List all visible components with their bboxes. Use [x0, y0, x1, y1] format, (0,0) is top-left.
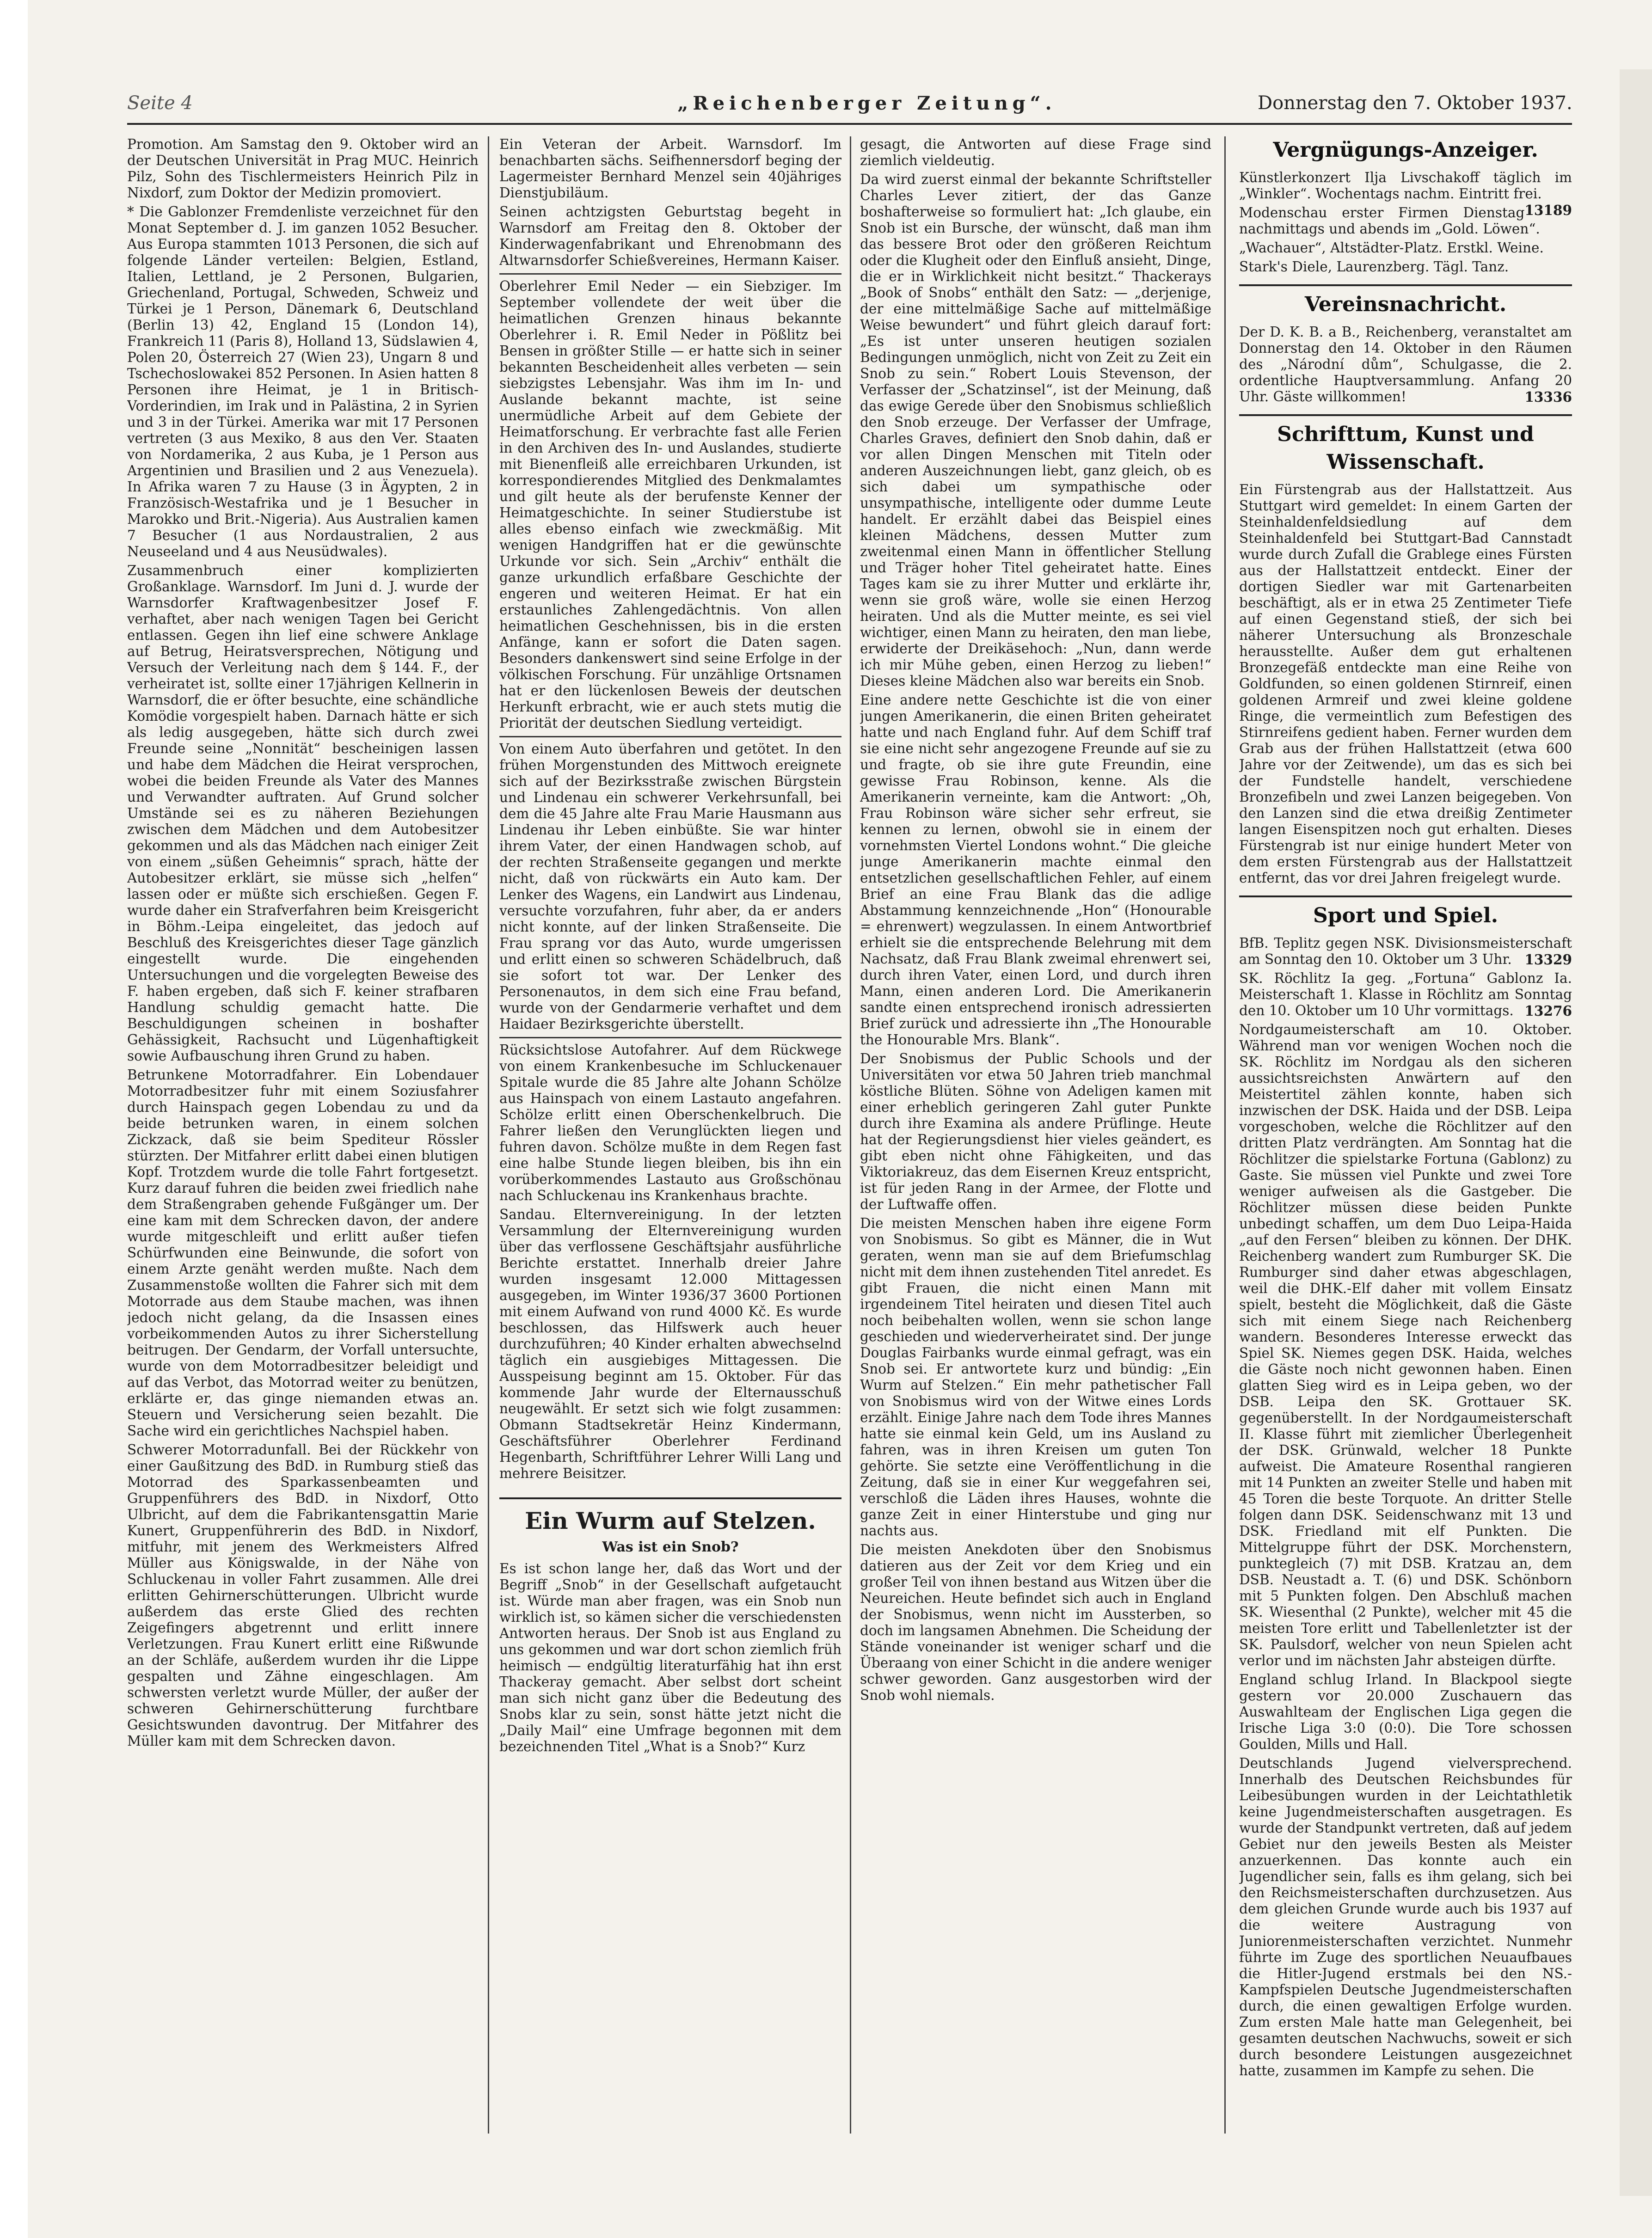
- sport-nordgau: Nordgaumeisterschaft am 10. Oktober. Während man vor wenigen Wochen noch die SK. Röchlitz im Nordgau als den sicheren aussichtsreichsten Anwärtern auf den Meistertitel zählen konnte, haben sich inzwischen der DSK. Haida und der DSB. Leipa vorgeschoben, welche die Röchlitzer auf den dritten Platz verdrängten. Am Sonntag hat die Röchlitzer die spielstarke Fortuna (Gablonz) zu Gaste. Sie müssen viel Punkte und zwei Tore weniger aufweisen als die Gastgeber. Die Röchlitzer müssen diese beiden Punkte unbedingt schaffen, um dem Duo Leipa-Haida „auf den Fersen“ bleiben zu können. Der DHK. Reichenberg wandert zum Rumburger SK. Die Rumburger sind daher etwas abgeschlagen, weil die DHK.-Elf daher mit vollem Einsatz spielt, besteht die Möglichkeit, daß die Gäste sich mit einem Siege nach Reichenberg wandern. Besonderes Interesse erweckt das Spiel SK. Niemes gegen DSK. Haida, welches die Gäste noch nicht gewonnen haben. Einen glatten Sieg wird es in Leipa geben, wo der DSB. Leipa den SK. Grottauer SK. gegenüberstellt. In der Nordgaumeisterschaft II. Klasse führt mit ziemlicher Überlegenheit der DSK. Grünwald, welcher 18 Punkte aufweist. Die Amateure Rosenthal rangieren mit 14 Punkten an zweiter Stelle und haben mit 45 Toren die beste Torquote. An dritter Stelle folgen dann DSK. Seidenschwanz mit 13 und DSK. Friedland mit elf Punkten. Die Mittelgruppe führt der DSK. Morchenstern, punktegleich (7) mit DSB. Kratzau an, dem DSB. Neustadt a. T. (6) und DSK. Schönborn mit 5 Punkten folgen. Den Abschluß machen SK. Wiesenthal (2 Punkte), welcher mit 45 die meisten Tore erlitt und Tabellenletzter ist der SK. Paulsdorf, welcher von neun Spielen acht verlor und im nächsten Jahr absteigen dürfte.: [1239, 1022, 1572, 1668]
- article-elternvereinigung: Sandau. Elternvereinigung. In der letzten Versammlung der Elternvereinigung wurden über das verflossene Geschäftsjahr ausführliche Berichte erstattet. Innerhalb dreier Jahre wurden insgesamt 12.000 Mittagessen ausgegeben, im Winter 1936/37 3600 Portionen mit einem Aufwand von rund 4000 Kč. Es wurde beschlossen, das Hilfswerk auch heuer durchzuführen; 40 Kinder erhalten abwechselnd täglich ein ausgiebiges Mittagessen. Die Ausspeisung beginnt am 15. Oktober. Für das kommende Jahr wurde der Elternausschuß neugewählt. Er setzt sich wie folgt zusammen: Obmann Stadtsekretär Heinz Kindermann, Geschäftsführer Oberlehrer Ferdinand Hegenbarth, Schriftführer Lehrer Willi Lang und mehrere Beisitzer.: [499, 1207, 841, 1481]
- sport-england: England schlug Irland. In Blackpool siegte gestern vor 20.000 Zuschauern das Auswahlteam der Englischen Liga gegen die Irische Liga 3:0 (0:0). Die Tore schossen Goulden, Mills und Hall.: [1239, 1672, 1572, 1752]
- newspaper-title: „Reichenberger Zeitung“.: [677, 92, 1056, 114]
- article-neder: Oberlehrer Emil Neder — ein Siebziger. Im September vollendete der weit über die heimatlichen Grenzen hinaus bekannte Oberlehrer i. R. Emil Neder in Pößlitz bei Bensen in größter Stille — er hatte sich in seiner bekannten Bescheidenheit alles verbeten — sein siebzigstes Lebensjahr. Was ihm im In- und Auslande bekannt machte, ist seine unermüdliche Arbeit auf dem Gebiete der Heimatforschung. Er verbrachte fast alle Ferien in den Archiven des In- und Auslandes, studierte mit Bienenfleiß alle erreichbaren Urkunden, ist korrespondierendes Mitglied des Denkmalamtes und gilt heute als der berufenste Kenner der Heimatgeschichte. In seiner Studierstube ist alles ebenso einfach wie zweckmäßig. Mit wenigen Handgriffen hat er die gewünschte Urkunde vor sich. Sein „Archiv“ enthält die ganze urkundlich erfaßbare Geschichte der engeren und weiteren Heimat. Er hat ein erstaunliches Zahlengedächtnis. Von allen heimatlichen Geschehnissen, bis in die ersten Anfänge, kann er sofort die Daten sagen. Besonders dankenswert sind seine Erfolge in der völkischen Forschung. Für unzählige Ortsnamen hat er den lückenlosen Beweis der deutschen Herkunft erbracht, wie er auch stets mutig die Priorität der deutschen Siedlung verteidigt.: [499, 273, 841, 731]
- section-title-verein: Vereinsnachricht.: [1239, 284, 1572, 319]
- section-title-sport: Sport und Spiel.: [1239, 895, 1572, 930]
- article-zusammenbruch: Zusammenbruch einer komplizierten Großanklage. Warnsdorf. Im Juni d. J. wurde der Warnsdorfer Kraftwagenbesitzer Josef F. verhaftet, aber nach wenigen Tagen bei Gericht entlassen. Gegen ihn lief eine schwere Anklage auf Betrug, Heiratsversprechen, Nötigung und Versuch der Verleitung nach dem § 144. F., der verheiratet ist, sollte einer 17jährigen Kellnerin in Warnsdorf, die er öfter besuchte, eine schändliche Komödie vorgespielt haben. Darnach hätte er sich als ledig ausgegeben, hätte sich durch zwei Freunde seine „Nonnität“ bescheinigen lassen und habe dem Mädchen die Heirat versprochen, wobei die beiden Freunde als Vater des Mannes und Verwandter auftraten. Auf Grund solcher Umstände sei es zu näheren Beziehungen zwischen dem Mädchen und dem Autobesitzer gekommen und als das Mädchen nach einiger Zeit von einem „süßen Geheimnis“ sprach, hätte der Autobesitzer erklärt, sie müsse sich „helfen“ lassen oder er müßte sich erschießen. Gegen F. wurde daher ein Strafverfahren beim Kreisgericht in Böhm.-Leipa eingeleitet, das jedoch auf Beschluß des Kreisgerichtes dieser Tage gänzlich eingestellt wurde. Die eingehenden Untersuchungen und die vorgelegten Beweise des F. haben ergeben, daß sich F. keiner strafbaren Handlung schuldig gemacht hatte. Die Beschuldigungen scheinen in boshafter Gehässigkeit, Rachsucht und Lügenhaftigkeit sowie Aufbauschung ihren Grund zu haben.: [127, 563, 479, 1064]
- feature-cont-3: Eine andere nette Geschichte ist die von einer jungen Amerikanerin, die einen Briten geheiratet hatte und nach England fuhr. Auf dem Schiff traf sie eine nicht sehr angezogene Freunde auf sie zu und fragte, ob sie ihre gute Freundin, eine gewisse Frau Robinson, kenne. Als die Amerikanerin verneinte, kam die Antwort: „Oh, Frau Robinson wäre sicher sehr erfreut, sie kennen zu lernen, obwohl sie in einem der vornehmsten Viertel Londons wohnt.“ Die gleiche junge Amerikanerin machte einmal den entsetzlichen gesellschaftlichen Fehler, auf einem Brief an eine Frau Blank das die adlige Abstammung kennzeichnende „Hon“ (Honourable = ehrenwert) wegzulassen. In einem Antwortbrief erhielt sie die entsprechende Belehrung mit dem Nachsatz, daß Frau Blank zweimal ehrenwert sei, durch ihren Vater, einen Lord, und durch ihren Mann, einen anderen Lord. Die Amerikanerin sandte einen entsprechend ironisch adressierten Brief zurück und adressierte ihn „The Honourable the Honourable Mrs. Blank“.: [860, 692, 1211, 1048]
- sport-text: BfB. Teplitz gegen NSK. Divisionsmeisterschaft am Sonntag den 10. Oktober um 3 Uhr.: [1239, 935, 1572, 967]
- feature-cont-1: gesagt, die Antworten auf diese Frage sind ziemlich vieldeutig.: [860, 136, 1211, 168]
- feature-cont-2: Da wird zuerst einmal der bekannte Schriftsteller Charles Lever zitiert, der das Ganze boshafterweise so formuliert hat: „Ich glaube, ein Snob ist ein Bursche, der wünscht, daß man ihm das bessere Brot oder den größeren Reichtum oder die Klugheit oder den Einfluß ansieht, Dinge, die er in Wirklichkeit nicht besitzt.“ Thackerays „Book of Snobs“ enthält den Satz: — „derjenige, der eine mittelmäßige Sache auf mittelmäßige Weise bewundert“ und führt gleich darauf fort: „Es ist unter unseren heutigen sozialen Bedingungen unmöglich, nicht von Zeit zu Zeit ein Snob zu sein.“ Robert Louis Stevenson, der Verfasser der „Schatzinsel“, ist der Meinung, daß das ewige Gerede über den Snobismus schließlich den Snob erzeuge. Der Verfasser der Umfrage, Charles Graves, definiert den Snob dahin, daß er vor allen Dingen Menschen mit Titeln oder anderen Auszeichnungen liebt, ganz gleich, ob es sich dabei um sympathische oder unsympathische, intelligente oder dumme Leute handelt. Er erzählt dabei das Beispiel eines kleinen Mädchens, dessen Mutter zum zweitenmal einen Mann in öffentlicher Stellung und Träger hoher Titel geheiratet hatte. Eines Tages kam sie zu ihrer Mutter und erklärte ihr, wenn sie groß wäre, wolle sie einen Herzog heiraten. Und als die Mutter meinte, es sei viel wichtiger, einen Mann zu heiraten, den man liebe, erwiderte der Dreikäsehoch: „Nun, dann werde ich mir Mühe geben, einen Herzog zu lieben!“ Dieses kleine Mädchen also war bereits ein Snob.: [860, 172, 1211, 689]
- feature-cont-4: Der Snobismus der Public Schools und der Universitäten vor etwa 50 Jahren trieb manchmal köstliche Blüten. Söhne von Adeligen kamen mit einer erheblich geringeren Zahl guter Punkte durch ihre Examina als andere Prüflinge. Heute hat der Regierungsdienst hier vieles geändert, es gibt eben nicht ohne Fähigkeiten, und das Viktoriakreuz, das dem Eisernen Kreuz entspricht, ist für jeden Rang in der Armee, der Flotte und der Luftwaffe offen.: [860, 1051, 1211, 1212]
- column-divider: [488, 136, 489, 2134]
- page-number: Seite 4: [127, 92, 193, 114]
- column-4: [1239, 136, 1572, 2124]
- section-title-vergnuegen: Vergnügungs-Anzeiger.: [1273, 138, 1538, 162]
- sport-text: SK. Röchlitz Ia geg. „Fortuna“ Gablonz Ia. Meisterschaft 1. Klasse in Röchlitz am Sonntag den 10. Oktober um 10 Uhr vormittags.: [1239, 970, 1572, 1018]
- verein-notice: [1239, 324, 1572, 405]
- article-veteran: Ein Veteran der Arbeit. Warnsdorf. Im benachbarten sächs. Seifhennersdorf beging der Lagermeister Bernhard Menzel sein 40jähriges Dienstjubiläum.: [499, 136, 841, 201]
- feature-cont-6: Die meisten Anekdoten über den Snobismus datieren aus der Zeit vor dem Krieg und ein großer Teil von ihnen bestand aus Witzen über die Neureichen. Heute befindet sich auch in England der Snobismus, wenn nicht im Aussterben, so doch im langsamen Abnehmen. Die Scheidung der Stände voneinander ist weniger scharf und die Überaang von einer Schicht in die andere weniger schwer geworden. Ganz ausgestorben wird der Snob wohl niemals.: [860, 1542, 1211, 1703]
- column-divider: [850, 136, 851, 2134]
- feature-title: Ein Wurm auf Stelzen.: [499, 1497, 841, 1536]
- article-motorradunfall: Schwerer Motorradunfall. Bei der Rückkehr von einer Gaußitzung des BdD. in Rumburg stieß das Motorrad des Sparkassenbeamten und Gruppenführers des BdD. in Nixdorf, Otto Ulbricht, auf dem die Fabrikantensgattin Marie Kunert, Gruppenführerin des BdD. in Nixdorf, mitfuhr, mit jenem des Werkmeisters Alfred Müller aus Königswalde, in der Nähe von Schluckenau in voller Fahrt zusammen. Alle drei erlitten Gehirnerschütterungen. Ulbricht wurde außerdem das erste Glied des rechten Zeigefingers abgetrennt und erlitt innere Verletzungen. Frau Kunert erlitt eine Rißwunde an der Schläfe, außerdem wurden ihr die Lippe gespalten und Zähne eingeschlagen. Am schwersten verletzt wurde Müller, der außer der schweren Gehirnerschütterung furchtbare Gesichtswunden davontrug. Der Mitfahrer des Müller kam mit dem Schrecken davon.: [127, 1442, 479, 1749]
- article-fuerstengrab: Ein Fürstengrab aus der Hallstattzeit. Aus Stuttgart wird gemeldet: In einem Garten der Steinhaldenfeldsiedlung auf dem Steinhaldenfeld bei Stuttgart-Bad Cannstadt wurde durch Zufall die Grablege eines Fürsten aus der Hallstattzeit entdeckt. Einer der dortigen Siedler war mit Gartenarbeiten beschäftigt, als er in etwa 25 Zentimeter Tiefe auf einen Gegenstand stieß, der sich bei näherer Untersuchung als Bronzeschale herausstellte. Außer dem gut erhaltenen Bronzegefäß entdeckte man eine Reihe von Goldfunden, so einen goldenen Stirnreif, einen goldenen Armreif und zwei kleine goldene Ringe, die vermeintlich zum Befestigen des Stirnreifens gedient haben. Ferner wurden dem Grab aus der frühen Hallstattzeit (etwa 600 Jahre vor der Zeitwende), um das es sich bei der Fundstelle handelt, verschiedene Bronzefibeln und zwei Lanzen beigegeben. Von den Lanzen sind die etwa dreißig Zentimeter langen Eisenspitzen noch gut erhalten. Dieses Fürstengrab ist nur einige hundert Meter von dem ersten Fürstengrab aus der Hallstattzeit entfernt, das vor drei Jahren freigelegt wurde.: [1239, 482, 1572, 886]
- column-1: [127, 136, 479, 2124]
- column-divider: [1224, 136, 1226, 2134]
- ad-diele: Stark's Diele, Laurenzberg. Tägl. Tanz.: [1239, 259, 1509, 275]
- article-motorradfahrer: Betrunkene Motorradfahrer. Ein Lobendauer Motorradbesitzer fuhr mit einem Soziusfahrer durch Hainspach gegen Lobendau zu und da beide betrunken waren, in einem solchen Zickzack, daß sie beim Spediteur Rössler stürzten. Der Mitfahrer erlitt dabei einen blutigen Kopf. Trotzdem wurde die tolle Fahrt fortgesetzt. Kurz darauf fuhren die beiden zwei friedlich nahe dem Straßengraben gehende Fußgänger um. Der eine kam mit dem Schrecken davon, der andere wurde mitgeschleift und erlitt außer tiefen Schürfwunden eine Beinwunde, die sofort von einem Arzte genäht werden mußte. Nach dem Zusammenstoße wollten die Fahrer sich mit dem Motorrade aus dem Staube machen, was ihnen jedoch nicht gelang, da die Insassen eines vorbeikommenden Autos zu ihrer Sicherstellung beitrugen. Der Gendarm, der Vorfall untersuchte, wurde von dem Motorradbesitzer beleidigt und auf das Verbot, das Motorrad weiter zu benützen, erklärte er, das ginge niemanden etwas an. Steuern und Versicherung seien bezahlt. Die Sache wird ein gerichtliches Nachspiel haben.: [127, 1067, 479, 1439]
- ad-wachauer: „Wachauer“, Altstädter-Platz. Erstkl. Weine.: [1239, 240, 1544, 256]
- adjacent-page-edge: [1620, 69, 1652, 2196]
- verein-text: Der D. K. B. a B., Reichenberg, veranstaltet am Donnerstag den 14. Oktober in den Räumen des „Národní dům“, Schulgasse, die 2. ordentliche Hauptversammlung. Anfang 20 Uhr. Gäste willkommen!: [1239, 324, 1572, 405]
- ad-konzert: [1239, 170, 1572, 218]
- sport-number: 13276: [1524, 1003, 1572, 1019]
- section-title-kunst: Schrifttum, Kunst und Wissenschaft.: [1239, 414, 1572, 476]
- sport-roechlitz: [1239, 970, 1572, 1019]
- issue-date: Donnerstag den 7. Oktober 1937.: [1258, 92, 1572, 114]
- sport-number: 13329: [1524, 951, 1572, 968]
- scan-margin: [0, 0, 28, 2238]
- article-geburtstag: Seinen achtzigsten Geburtstag begeht in Warnsdorf am Freitag den 8. Oktober der Kinderwagenfabrikant und Ehrenobmann des Altwarnsdorfer Schießvereines, Hermann Kaiser.: [499, 204, 841, 268]
- ad-text: Künstlerkonzert Ilja Livschakoff täglich im „Winkler“. Wochentags nachm. Eintritt frei.: [1239, 170, 1572, 202]
- article-autofahrer: Rücksichtslose Autofahrer. Auf dem Rückwege von einem Krankenbesuche im Schluckenauer Spitale wurde die 85 Jahre alte Johann Schölze aus Hainspach von einem Lastauto angefahren. Schölze erlitt einen Oberschenkelbruch. Die Fahrer ließen den Verunglückten liegen und fuhren davon. Schölze mußte in dem Regen fast eine halbe Stunde liegen bleiben, bis ihn ein vorüberkommendes Lastauto aus Großschönau nach Schluckenau ins Krankenhaus brachte.: [499, 1037, 841, 1204]
- feature-subtitle: Was ist ein Snob?: [602, 1539, 739, 1555]
- verein-number: 13336: [1524, 389, 1572, 405]
- feature-body: Es ist schon lange her, daß das Wort und der Begriff „Snob“ in der Gesellschaft aufgetaucht ist. Würde man aber fragen, was ein Snob nun wirklich ist, so kämen sicher die verschiedensten Antworten heraus. Der Snob ist aus England zu uns gekommen und war dort schon ziemlich früh heimisch — endgültig literaturfähig hat ihn erst Thackeray gemacht. Aber selbst dort scheint man sich nicht ganz über die Bedeutung des Snobs klar zu sein, sonst hätte jetzt nicht die „Daily Mail“ eine Umfrage begonnen mit dem bezeichnenden Titel „What is a Snob?“ Kurz: [499, 1561, 841, 1754]
- article-promotion: Promotion. Am Samstag den 9. Oktober wird an der Deutschen Universität in Prag MUC. Heinrich Pilz, Sohn des Tischlermeisters Heinrich Pilz in Nixdorf, zum Doktor der Medizin promoviert.: [127, 136, 479, 201]
- article-fremdenliste: * Die Gablonzer Fremdenliste verzeichnet für den Monat September d. J. im ganzen 1052 Besucher. Aus Europa stammten 1013 Personen, die sich auf folgende Länder verteilen: Belgien, Estland, Italien, Lettland, je 2 Personen, Bulgarien, Griechenland, Portugal, Schweden, Schweiz und Türkei je 1 Person, Dänemark 6, Deutschland (Berlin 13) 42, England 15 (London 14), Frankreich 11 (Paris 8), Holland 13, Südslawien 4, Polen 20, Österreich 27 (Wien 23), Ungarn 8 und Tschechoslowakei 852 Personen. In Asien hatten 8 Personen ihre Heimat, je 1 in Britisch-Vorderindien, im Irak und in Palästina, 2 in Syrien und 3 in der Türkei. Amerika war mit 17 Personen vertreten (3 aus Mexiko, 8 aus den Ver. Staaten von Nordamerika, 2 aus Kuba, je 1 Person aus Argentinien und Brasilien und 2 aus Venezuela). In Afrika waren 7 zu Hause (3 in Ägypten, 2 in Französisch-Westafrika und je 1 Besucher in Marokko und Brit.-Nigeria). Aus Australien kamen 7 Besucher (1 aus Nordaustralien, 2 aus Neuseeland und 4 aus Neusüdwales).: [127, 204, 479, 559]
- sport-jugend: Deutschlands Jugend vielversprechend. Innerhalb des Deutschen Reichsbundes für Leibesübungen wurden in der Leichtathletik keine Jugendmeisterschaften ausgetragen. Es wurde der Standpunkt vertreten, daß auf jedem Gebiet nur den jeweils Besten als Meister anzuerkennen. Das konnte auch ein Jugendlicher sein, falls es ihm gelang, sich bei den Reichsmeisterschaften durchzusetzen. Aus dem gleichen Grunde wurde auch bis 1937 auf die weitere Austragung von Juniorenmeisterschaften verzichtet. Nunmehr führte im Zuge des sportlichen Neuaufbaues die Hitler-Jugend erstmals bei den NS.-Kampfspielen Deutsche Jugendmeisterschaften durch, die einen gewaltigen Erfolge wurden. Zum ersten Male hatte man Gelegenheit, bei gesamten deutschen Nachwuchs, soweit er sich durch besondere Leistungen ausgezeichnet hatte, zusammen im Kampfe zu sehen. Die: [1239, 1755, 1572, 2079]
- feature-cont-5: Die meisten Menschen haben ihre eigene Form von Snobismus. So gibt es Männer, die in Wut geraten, wenn man sie auf dem Briefumschlag nicht mit dem ihnen zustehenden Titel anredet. Es gibt Frauen, die nicht einen Mann mit irgendeinem Titel heiraten und diesen Titel auch noch beibehalten wollen, wenn sie schon lange geschieden und wiederverheiratet sind. Der junge Douglas Fairbanks wurde einmal gefragt, was ein Snob sei. Er antwortete kurz und bündig: „Ein Wurm auf Stelzen.“ Ein mehr pathetischer Fall von Snobismus wird von der Witwe eines Lords erzählt. Einige Jahre nach dem Tode ihres Mannes hatte sie einmal kein Geld, um ins Ausland zu fahren, was in ihren Kreisen um guten Ton gehörte. Sie setzte eine Veröffentlichung in die Zeitung, daß sie in einer Kur weggefahren sei, verschloß die Läden ihres Hauses, wohnte die ganze Zeit in einer Hinterstube und ging nur nachts aus.: [860, 1215, 1211, 1539]
- article-auto: Von einem Auto überfahren und getötet. In den frühen Morgenstunden des Mittwoch ereignete sich auf der Bezirksstraße zwischen Bürgstein und Lindenau ein schwerer Verkehrsunfall, bei dem die 45 Jahre alte Frau Marie Hausmann aus Lindenau ihr Leben einbüßte. Sie war hinter ihrem Vater, der einen Handwagen schob, auf der rechten Straßenseite gegangen und merkte nicht, daß von rückwärts ein Auto kam. Der Lenker des Wagens, ein Landwirt aus Lindenau, versuchte vorzufahren, fuhr aber, da er anders nicht konnte, auf der linken Straßenseite. Die Frau sprang vor das Auto, wurde umgerissen und erlitt einen so schweren Schädelbruch, daß sie sofort tot war. Der Lenker des Personenautos, in dem sich eine Frau befand, wurde von der Gendarmerie verhaftet und dem Haidaer Bezirksgerichte überstellt.: [499, 736, 841, 1032]
- column-2: [499, 136, 841, 2124]
- header-rule: [127, 123, 1572, 125]
- column-3: [860, 136, 1211, 2124]
- ad-number: 13189: [1524, 202, 1572, 218]
- ad-modenschau: Modenschau erster Firmen Dienstag nachmittags und abends im „Gold. Löwen“.: [1239, 205, 1540, 237]
- sport-teplitz: [1239, 935, 1572, 968]
